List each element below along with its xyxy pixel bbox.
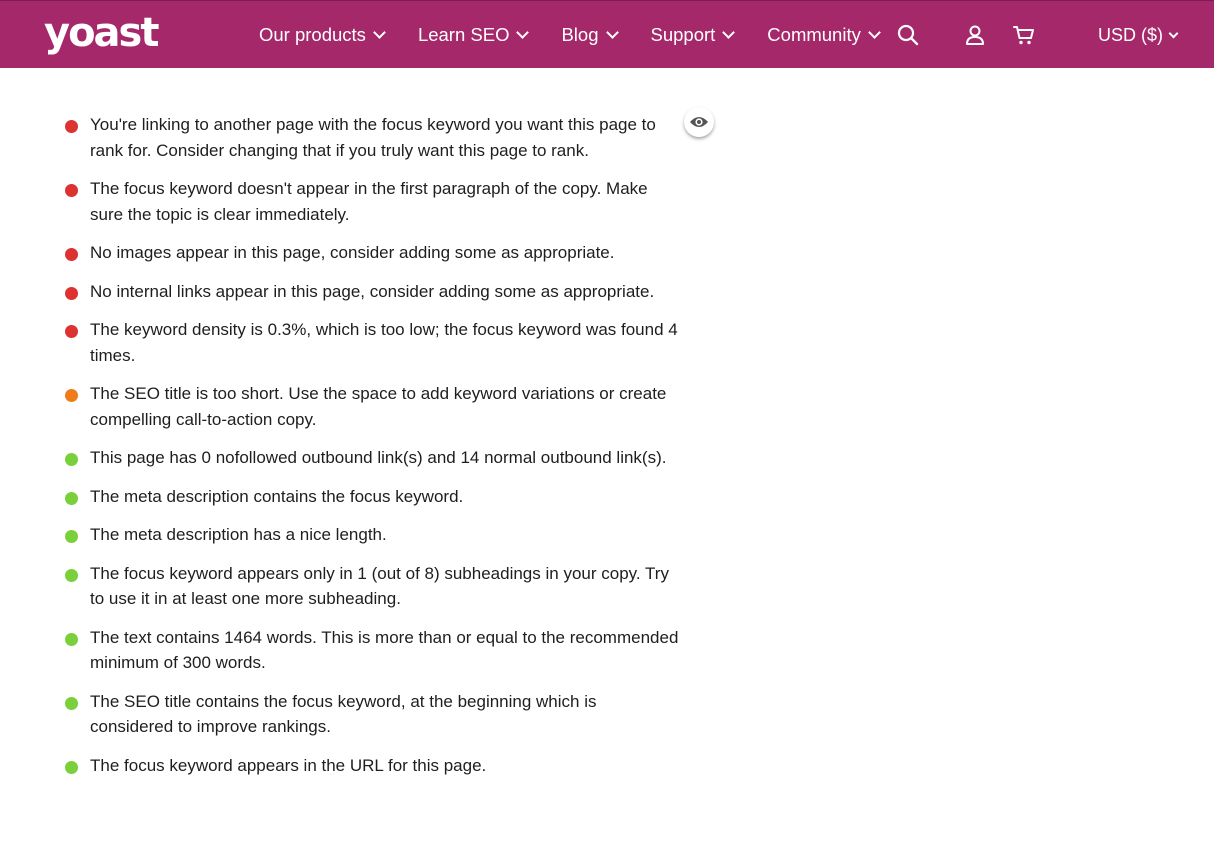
nav-label: Learn SEO [417, 24, 510, 45]
analysis-text: The text contains 1464 words. This is more than or equal to the recommended minimum of 300 words. [90, 627, 679, 672]
analysis-text: The meta description has a nice length. [90, 525, 387, 544]
analysis-item [64, 240, 684, 266]
chevron-down-icon [517, 26, 530, 39]
analysis-text: This page has 0 nofollowed outbound link(s) and 14 normal outbound link(s). [90, 448, 667, 467]
nav-label: Support [650, 24, 716, 45]
analysis-item [64, 279, 684, 305]
nav-support[interactable] [651, 24, 734, 46]
analysis-item [64, 561, 684, 612]
chevron-down-icon [868, 26, 881, 39]
seo-analysis-list [64, 112, 684, 791]
nav-our-products[interactable] [259, 24, 384, 46]
status-good-icon [65, 530, 78, 543]
user-icon[interactable] [963, 23, 987, 47]
analysis-item [64, 522, 684, 548]
status-bad-icon [65, 120, 78, 133]
analysis-item [64, 625, 684, 676]
chevron-down-icon [722, 26, 735, 39]
analysis-item [64, 176, 684, 227]
status-good-icon [65, 633, 78, 646]
nav-community[interactable] [767, 24, 879, 46]
nav-learn-seo[interactable] [418, 24, 528, 46]
status-good-icon [65, 569, 78, 582]
analysis-item [64, 381, 684, 432]
status-good-icon [65, 761, 78, 774]
analysis-text: You're linking to another page with the focus keyword you want this page to rank for. Consider changing that if you truly want this page to rank. [90, 115, 656, 160]
analysis-text: The SEO title is too short. Use the space to add keyword variations or create compelling call-to-action copy. [90, 384, 667, 429]
top-navigation-bar [0, 0, 1214, 68]
nav-blog[interactable] [561, 24, 616, 46]
main-nav [259, 1, 913, 69]
status-bad-icon [65, 184, 78, 197]
status-bad-icon [65, 248, 78, 261]
analysis-item [64, 753, 684, 779]
analysis-item [64, 689, 684, 740]
search-icon[interactable] [896, 23, 920, 47]
status-bad-icon [65, 325, 78, 338]
analysis-item [64, 112, 684, 163]
analysis-text: No internal links appear in this page, consider adding some as appropriate. [90, 281, 655, 301]
cart-icon[interactable] [1012, 23, 1036, 47]
currency-label: USD ($) [1098, 24, 1164, 45]
chevron-down-icon [1169, 28, 1179, 38]
analysis-text: The keyword density is 0.3%, which is too low; the focus keyword was found 4 times. [90, 320, 678, 365]
highlight-toggle-button[interactable] [684, 107, 714, 137]
status-good-icon [65, 453, 78, 466]
nav-label: Community [767, 24, 861, 45]
analysis-text: The focus keyword appears only in 1 (out of 8) subheadings in your copy. Try to use it in at least one more subheading. [90, 563, 669, 608]
analysis-item [64, 445, 684, 471]
analysis-item [64, 317, 684, 368]
status-good-icon [65, 492, 78, 505]
status-ok-icon [65, 389, 78, 402]
analysis-text: The SEO title contains the focus keyword, at the beginning which is considered to improve rankings. [90, 691, 597, 736]
nav-label: Blog [561, 24, 599, 45]
analysis-item [64, 484, 684, 510]
analysis-text: The focus keyword appears in the URL for this page. [90, 755, 487, 775]
eye-icon [689, 115, 709, 129]
currency-selector[interactable] [1098, 1, 1177, 69]
chevron-down-icon [606, 26, 619, 39]
nav-label: Our products [259, 24, 366, 45]
status-good-icon [65, 697, 78, 710]
analysis-text: The meta description contains the focus keyword. [90, 486, 464, 506]
analysis-text: The focus keyword doesn't appear in the first paragraph of the copy. Make sure the topic is clear immediately. [90, 179, 648, 224]
chevron-down-icon [373, 26, 386, 39]
yoast-logo[interactable]: yoast [44, 10, 158, 56]
analysis-text: No images appear in this page, consider adding some as appropriate. [90, 243, 615, 262]
status-bad-icon [65, 287, 78, 300]
